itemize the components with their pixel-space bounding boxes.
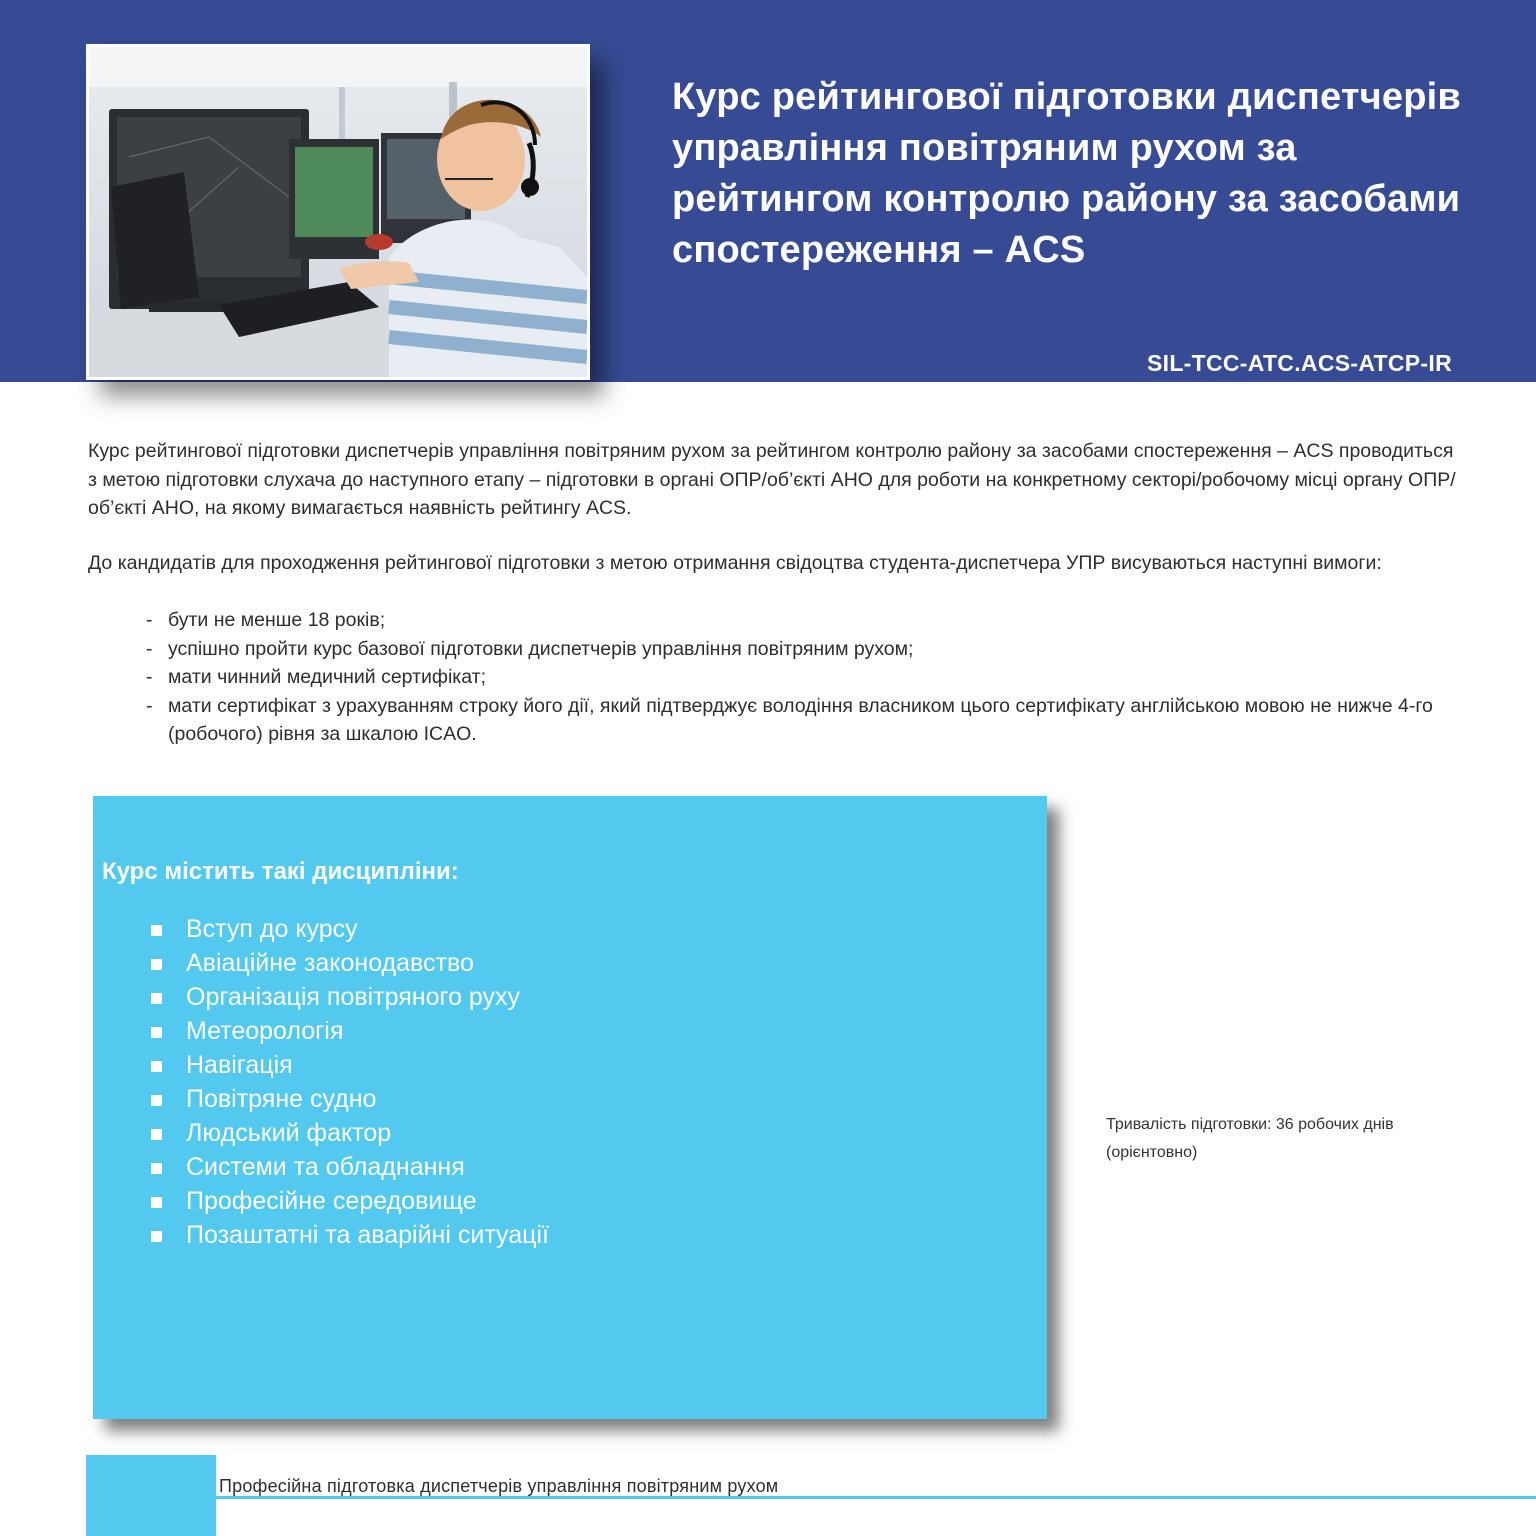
- disciplines-list: [149, 912, 549, 1252]
- footer-text: Професійна підготовка диспетчерів управління повітряним рухом: [219, 1476, 779, 1496]
- requirements-intro: До кандидатів для проходження рейтингової підготовки з метою отримання свідоцтва студента-диспетчера УПР висуваються наступні вимоги:: [88, 552, 1382, 574]
- square-bullet-icon: [151, 1027, 162, 1038]
- discipline-item: Організація повітряного руху: [149, 980, 549, 1014]
- disciplines-heading: Курс містить такі дисципліни:: [102, 858, 459, 885]
- header-photo: [86, 44, 590, 380]
- requirement-item: - мати сертифікат з урахуванням строку його дії, який підтверджує володіння власником цього сертифікату англійською мовою не нижче 4-го (робочого) рівня за шкалою ICAO.: [146, 692, 1436, 749]
- requirement-item: - мати чинний медичний сертифікат;: [146, 663, 1436, 692]
- discipline-item: Вступ до курсу: [149, 912, 549, 946]
- course-code: SIL-TCC-ATC.ACS-ATCP-IR: [1146, 350, 1452, 376]
- dash-bullet: -: [146, 666, 153, 688]
- course-title: Курс рейтингової підготовки диспетчерів управління повітряним рухом за рейтингом контролю району за засобами спостереження – ACS: [672, 76, 1461, 271]
- footer-accent-block: [86, 1455, 216, 1536]
- footer-rule: [216, 1496, 1536, 1499]
- square-bullet-icon: [151, 1163, 162, 1174]
- discipline-item: Авіаційне законодавство: [149, 946, 549, 980]
- discipline-item: Позаштатні та аварійні ситуації: [149, 1218, 549, 1252]
- dash-bullet: -: [146, 609, 153, 631]
- square-bullet-icon: [151, 925, 162, 936]
- requirement-item: - бути не менше 18 років;: [146, 606, 1436, 635]
- discipline-item: Системи та обладнання: [149, 1150, 549, 1184]
- discipline-item: Людський фактор: [149, 1116, 549, 1150]
- discipline-item: Професійне середовище: [149, 1184, 549, 1218]
- discipline-item: Повітряне судно: [149, 1082, 549, 1116]
- square-bullet-icon: [151, 1231, 162, 1242]
- requirements-list: [146, 606, 1436, 749]
- discipline-item: Метеорологія: [149, 1014, 549, 1048]
- square-bullet-icon: [151, 1197, 162, 1208]
- dash-bullet: -: [146, 637, 153, 660]
- training-duration: Тривалість підготовки: 36 робочих днів (орієнтовно): [1106, 1116, 1394, 1161]
- requirement-item: - успішно пройти курс базової підготовки диспетчерів управління повітряним рухом;: [146, 635, 1436, 664]
- disciplines-box: [93, 796, 1047, 1419]
- square-bullet-icon: [151, 959, 162, 970]
- square-bullet-icon: [151, 1129, 162, 1140]
- square-bullet-icon: [151, 993, 162, 1004]
- discipline-item: Навігація: [149, 1048, 549, 1082]
- square-bullet-icon: [151, 1061, 162, 1072]
- intro-paragraph: Курс рейтингової підготовки диспетчерів управління повітряним рухом за рейтингом контролю району за засобами спостереження – ACS проводиться з метою підготовки слухача до наступного етапу – підготовки в органі ОПР/об’єкті АНО для роботи на конкретному секторі/робочому місці органу ОПР/об’єкті АНО, на якому вимагається наявність рейтингу ACS.: [88, 440, 1456, 519]
- dash-bullet: -: [146, 694, 153, 717]
- square-bullet-icon: [151, 1095, 162, 1106]
